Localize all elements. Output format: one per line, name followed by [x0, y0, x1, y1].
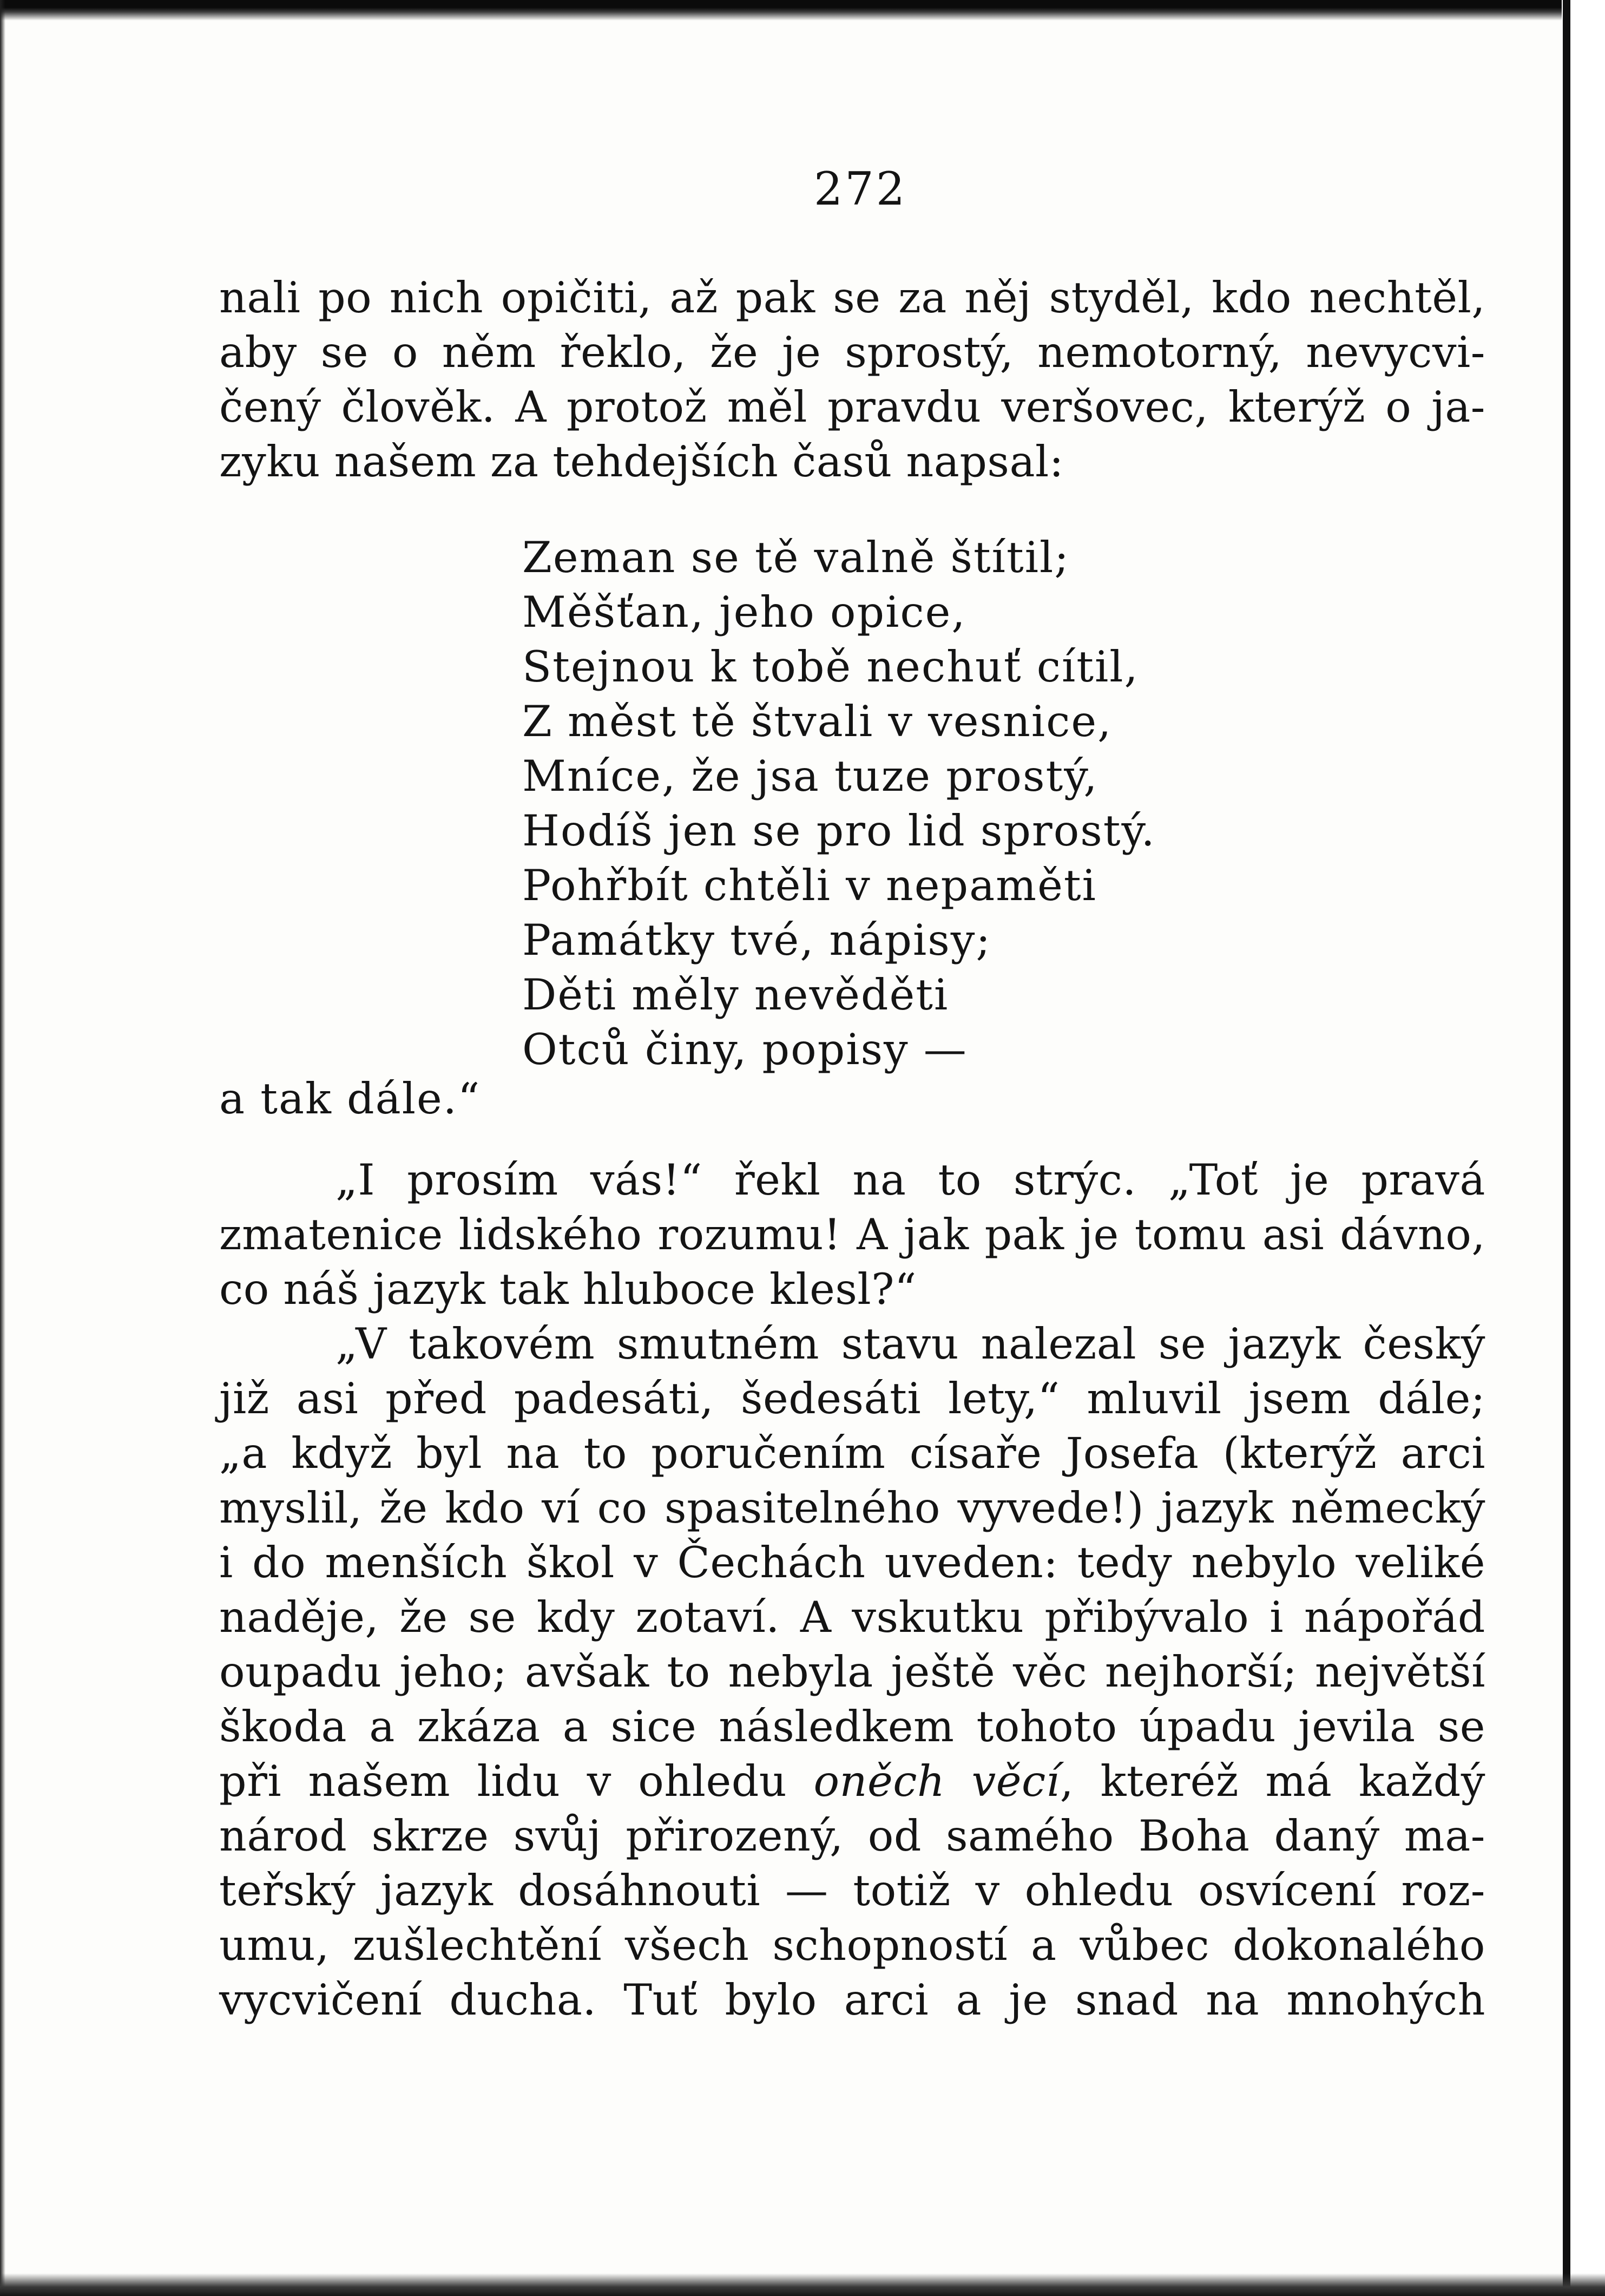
emphasis-text: oněch věcí: [813, 1756, 1060, 1806]
text-line: naděje, že se kdy zotaví. A vskutku přibývalo i nápořád: [219, 1592, 1485, 1642]
text-line: zmatenice lidského rozumu! A jak pak je tomu asi dávno,: [219, 1210, 1485, 1259]
text-line: teřský jazyk dosáhnouti — totiž v ohledu osvícení roz-: [219, 1866, 1485, 1915]
verse-line: Pohřbít chtěli v nepaměti: [522, 861, 1097, 910]
verse-line: Stejnou k tobě nechuť cítil,: [522, 642, 1139, 692]
text-line: nali po nich opičiti, až pak se za něj styděl, kdo nechtěl,: [219, 273, 1485, 323]
verse-line: Památky tvé, nápisy;: [522, 915, 992, 965]
page-number: 272: [813, 162, 907, 215]
text-line: národ skrze svůj přirozený, od samého Boha daný ma-: [219, 1811, 1485, 1861]
verse-line: Z měst tě štvali v vesnice,: [522, 697, 1113, 746]
text-line: oupadu jeho; avšak to nebyla ještě věc nejhorší; největší: [219, 1647, 1485, 1697]
text-line: myslil, že kdo ví co spasitelného vyvede!) jazyk německý: [219, 1483, 1485, 1533]
text-line: zyku našem za tehdejších časů napsal:: [219, 437, 1064, 487]
text-line: „a když byl na to poručením císaře Josefa (kterýž arci: [219, 1428, 1485, 1478]
text-line: „I prosím vás!“ řekl na to strýc. „Toť je pravá: [336, 1155, 1485, 1205]
body-paragraphs: [219, 1153, 1485, 2028]
scan-top-edge: [0, 0, 1605, 21]
text-line: vycvičení ducha. Tuť bylo arci a je snad na mnohých: [219, 1975, 1485, 2025]
verse-line: Měšťan, jeho opice,: [522, 587, 966, 637]
verse-line: Hodíš jen se pro lid sprostý.: [522, 806, 1156, 856]
text-line: umu, zušlechtění všech schopností a vůbec dokonalého: [219, 1920, 1485, 1970]
text-line-with-emphasis: [219, 1754, 1485, 1809]
text-line: škoda a zkáza a sice následkem tohoto úpadu jevila se: [219, 1702, 1485, 1751]
scan-right-edge: [1563, 0, 1570, 2296]
verse-line: Otců činy, popisy —: [522, 1025, 968, 1074]
text-line: již asi před padesáti, šedesáti lety,“ mluvil jsem dále;: [219, 1374, 1485, 1423]
verse-line: Děti měly nevěděti: [522, 970, 949, 1020]
scan-bottom-edge: [0, 2273, 1605, 2296]
verse-line: Mníce, že jsa tuze prostý,: [522, 751, 1098, 801]
text-run: při našem lidu v ohledu: [219, 1756, 814, 1806]
verse-quotation: [522, 530, 1280, 1077]
text-run: , kteréž má každý: [1060, 1756, 1485, 1806]
scan-left-edge: [0, 0, 5, 2296]
verse-line: Zeman se tě valně štítil;: [522, 533, 1070, 582]
verse-closing: a tak dále.“: [219, 1074, 481, 1124]
text-line: co náš jazyk tak hluboce klesl?“: [219, 1264, 917, 1314]
text-line: aby se o něm řeklo, že je sprostý, nemotorný, nevycvi-: [219, 327, 1485, 377]
paragraph-continued: [219, 271, 1485, 489]
text-line: čený člověk. A protož měl pravdu veršovec, kterýž o ja-: [219, 382, 1485, 432]
text-line: „V takovém smutném stavu nalezal se jazyk český: [336, 1319, 1485, 1369]
text-line: i do menších škol v Čechách uveden: tedy nebylo veliké: [219, 1538, 1485, 1587]
